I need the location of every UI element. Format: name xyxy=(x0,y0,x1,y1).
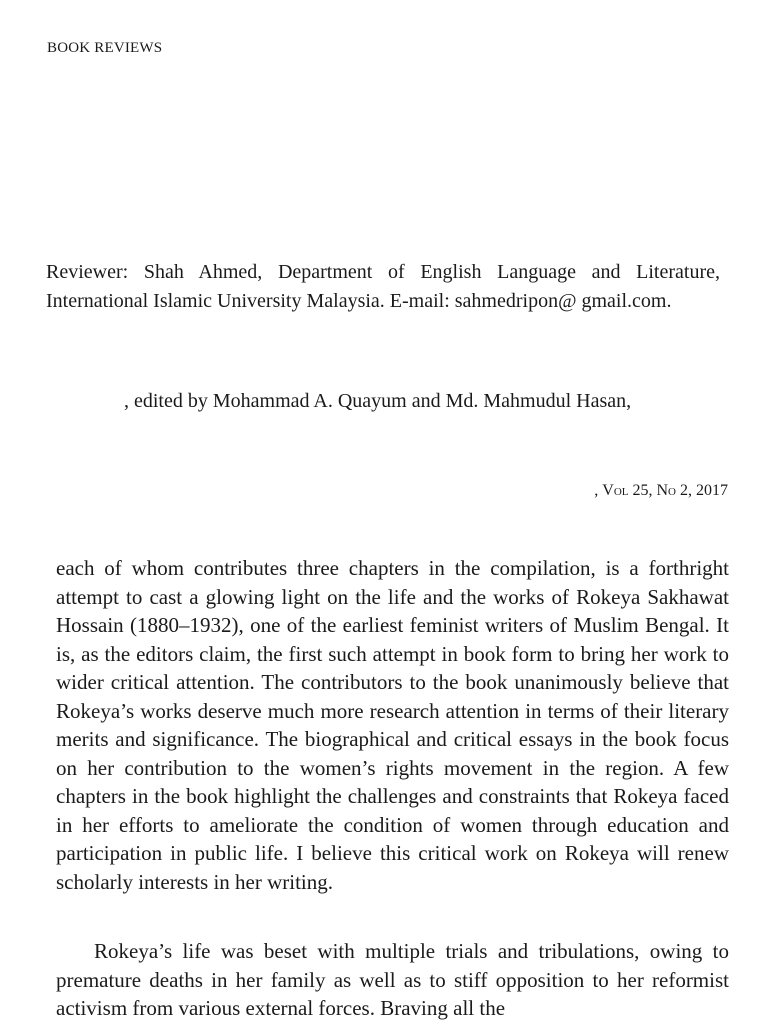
review-paragraph-2: Rokeya’s life was beset with multiple trials and tribulations, owing to premature deaths in her family as well as to stiff opposition to her reformist activism from various external forces. Braving all the xyxy=(56,939,729,1020)
reviewer-info: Reviewer: Shah Ahmed, Department of English Language and Literature, International Islamic University Malaysia. E-mail: sahmedripon@ gmail.com. xyxy=(46,261,720,312)
review-paragraph-1: each of whom contributes three chapters in the compilation, is a forthright attempt to cast a glowing light on the life and the works of Rokeya Sakhawat Hossain (1880–1932), one of the earliest feminist writers of Muslim Bengal. It is, as the editors claim, the first such attempt in book form to bring her work to wider critical attention. The contributors to the book unanimously believe that Rokeya’s works deserve much more research attention in terms of their literary merits and significance. The biographical and critical essays in the book focus on her contribution to the women’s rights movement in the region. A few chapters in the book highlight the challenges and constraints that Rokeya faced in her efforts to ameliorate the condition of women through education and participation in public life. I believe this critical work on Rokeya will renew scholarly interests in her writing. xyxy=(56,556,729,894)
book-editors-line: , edited by Mohammad A. Quayum and Md. Mahmudul Hasan, xyxy=(124,390,632,412)
journal-vol-label: Vol xyxy=(602,482,629,499)
journal-ref-prefix: , xyxy=(594,482,603,499)
journal-reference xyxy=(594,480,728,502)
journal-no-label: No xyxy=(656,482,676,499)
journal-no-value: 2, 2017 xyxy=(676,482,728,499)
journal-vol-number: 25, xyxy=(628,482,657,499)
running-head: BOOK REVIEWS xyxy=(47,40,163,56)
